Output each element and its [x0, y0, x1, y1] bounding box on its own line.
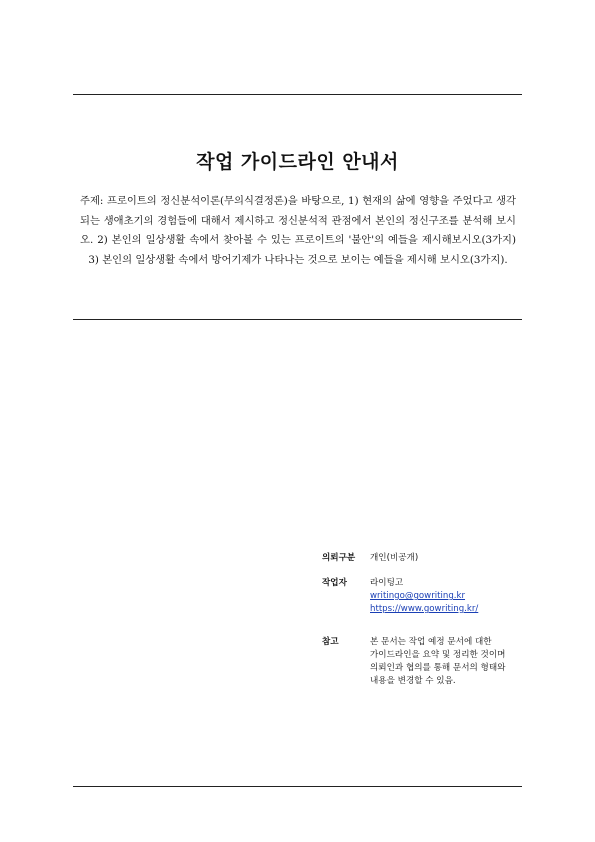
note-line: 의뢰인과 협의를 통해 문서의 형태와: [370, 663, 506, 673]
author-name: 라이팅고: [370, 578, 404, 588]
document-title: 작업 가이드라인 안내서: [196, 151, 399, 173]
middle-divider: [73, 319, 522, 320]
request-type-value: [370, 552, 545, 565]
note-label: 참고: [322, 637, 339, 647]
note-value: [370, 636, 545, 688]
author-website-link[interactable]: https://www.gowriting.kr/: [370, 604, 479, 614]
request-type-text: 개인(비공개): [370, 553, 419, 563]
author-value: [370, 577, 545, 616]
note-line: 가이드라인을 요약 및 정리한 것이며: [370, 650, 506, 660]
note-line: 내용을 변경할 수 있음.: [370, 676, 456, 686]
top-divider: [73, 94, 522, 95]
subject-paragraph: 주제: 프로이트의 정신분석이론(무의식결정론)을 바탕으로, 1) 현재의 삶에 영향을 주었다고 생각되는 생애초기의 경험들에 대해서 제시하고 정신분석적 관점에서 본인의 정신구조를 분석해 보시오. 2) 본인의 일상생활 속에서 찾아볼 수 있는 프로이트의 '불안'의 예들을 제시해보시오(3가지) 3) 본인의 일상생활 속에서 방어기제가 나타나는 것으로 보이는 예들을 제시해 보시오(3가지).: [80, 195, 516, 266]
request-type-label: 의뢰구분: [322, 553, 356, 563]
author-label: 작업자: [322, 578, 347, 588]
note-line: 본 문서는 작업 예정 문서에 대한: [370, 637, 492, 647]
bottom-divider: [73, 786, 522, 787]
author-email-link[interactable]: writingo@gowriting.kr: [370, 591, 466, 601]
